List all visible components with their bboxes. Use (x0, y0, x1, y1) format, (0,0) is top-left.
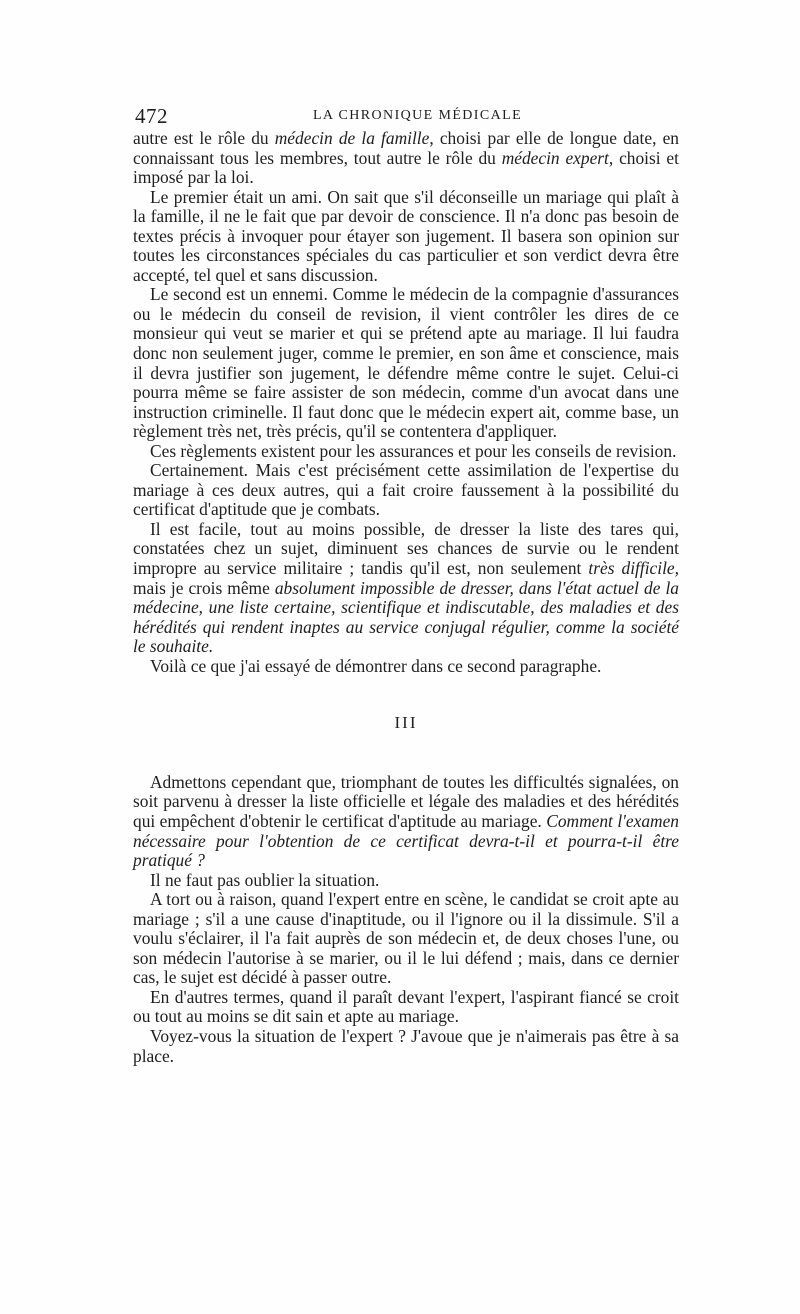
running-head (135, 104, 680, 128)
text-span: , choisi par elle de longue date, en connaissant tous les membres, tout autre le rôle du (133, 128, 679, 168)
text-span: mais je crois même (133, 577, 275, 598)
italic-span: Comment l'examen nécessaire pour l'obtention de ce certificat devra-t-il et pourra-t-il être pratiqué ? (133, 810, 679, 871)
italic-span: très difficile, (588, 558, 679, 579)
section-paragraph-4: En d'autres termes, quand il paraît devant l'expert, l'aspirant fiancé se croit ou tout au moins se dit sain et apte au mariage. (133, 986, 679, 1027)
text-span: Admettons cependant que, triomphant de toutes les difficultés signalées, on soit parvenu à dresser la liste officielle et légale des maladies et des hérédités qui empêchent d'obtenir le certificat d'aptitude au mariage. (133, 771, 679, 831)
section-paragraph-2: Il ne faut pas oublier la situation. (150, 869, 380, 890)
text-span: autre est le rôle du (133, 128, 275, 148)
italic-span: médecin de la famille (274, 128, 430, 148)
text-span: Il est facile, tout au moins possible, de dresser la liste des tares qui, constatées chez un sujet, diminuent ses chances de survie ou le rendent impropre au service militaire ; tandis qu'il est, non seulement (133, 518, 679, 579)
paragraph-1 (133, 129, 679, 188)
paragraph-2: Le premier était un ami. On sait que s'il déconseille un mariage qui plaît à la famille, il ne le fait que par devoir de conscience. Il n'a donc pas besoin de textes précis à invoquer pour étayer son jugement. Il basera son opinion sur toutes les circonstances spéciales du cas particulier et son verdict devra être accepté, tel quel et sans discussion. (133, 186, 679, 285)
section-paragraph-3: A tort ou à raison, quand l'expert entre en scène, le candidat se croit apte au mariage ; s'il a une cause d'inaptitude, ou il l'ignore ou il la dissimule. S'il a voulu s'éclairer, il l'a fait auprès de son médecin et, de deux choses l'une, ou son médecin l'autorise à se marier, ou il le lui défend ; mais, dans ce dernier cas, le sujet est décidé à passer outre. (133, 889, 679, 988)
text-span: , choisi et imposé par la loi. (133, 147, 679, 188)
paragraph-3: Le second est un ennemi. Comme le médecin de la compagnie d'assurances ou le médecin du conseil de revision, il vient contrôler les dires de ce monsieur qui veut se marier et qui se prétend apte au mariage. Il lui faudra donc non seulement juger, comme le premier, en son âme et conscience, mais il devra justifier son jugement, le défendre même contre le sujet. Celui-ci pourra même se faire assister de son médecin, comme d'un avocat dans une instruction criminelle. Il faut donc que le médecin expert ait, comme base, un règlement très net, très précis, qu'il se contentera d'appliquer. (133, 284, 679, 442)
running-title: LA CHRONIQUE MÉDICALE (312, 108, 523, 123)
section-paragraph-1 (133, 773, 679, 871)
section-paragraph-5: Voyez-vous la situation de l'expert ? J'avoue que je n'aimerais pas être à sa place. (133, 1025, 679, 1066)
section-heading: III (394, 713, 418, 733)
italic-span: absolument impossible de dresser, dans l'état actuel de la médecine, une liste certaine, scientifique et indiscutable, des maladies et des hérédités qui rendent inaptes au service conjugal régulier, comme la société le souhaite. (133, 577, 679, 657)
italic-span: médecin expert (501, 147, 609, 168)
body-text (133, 129, 679, 1066)
paragraph-4: Ces règlements existent pour les assurances et pour les conseils de revision. (150, 440, 677, 461)
paragraph-5: Certainement. Mais c'est précisément cette assimilation de l'expertise du mariage à ces deux autres, qui a fait croire faussement à la possibilité du certificat d'aptitude que je combats. (133, 460, 679, 520)
paragraph-7: Voilà ce que j'ai essayé de démontrer dans ce second paragraphe. (150, 655, 602, 676)
paragraph-6 (133, 520, 679, 657)
page-number: 472 (135, 104, 168, 128)
